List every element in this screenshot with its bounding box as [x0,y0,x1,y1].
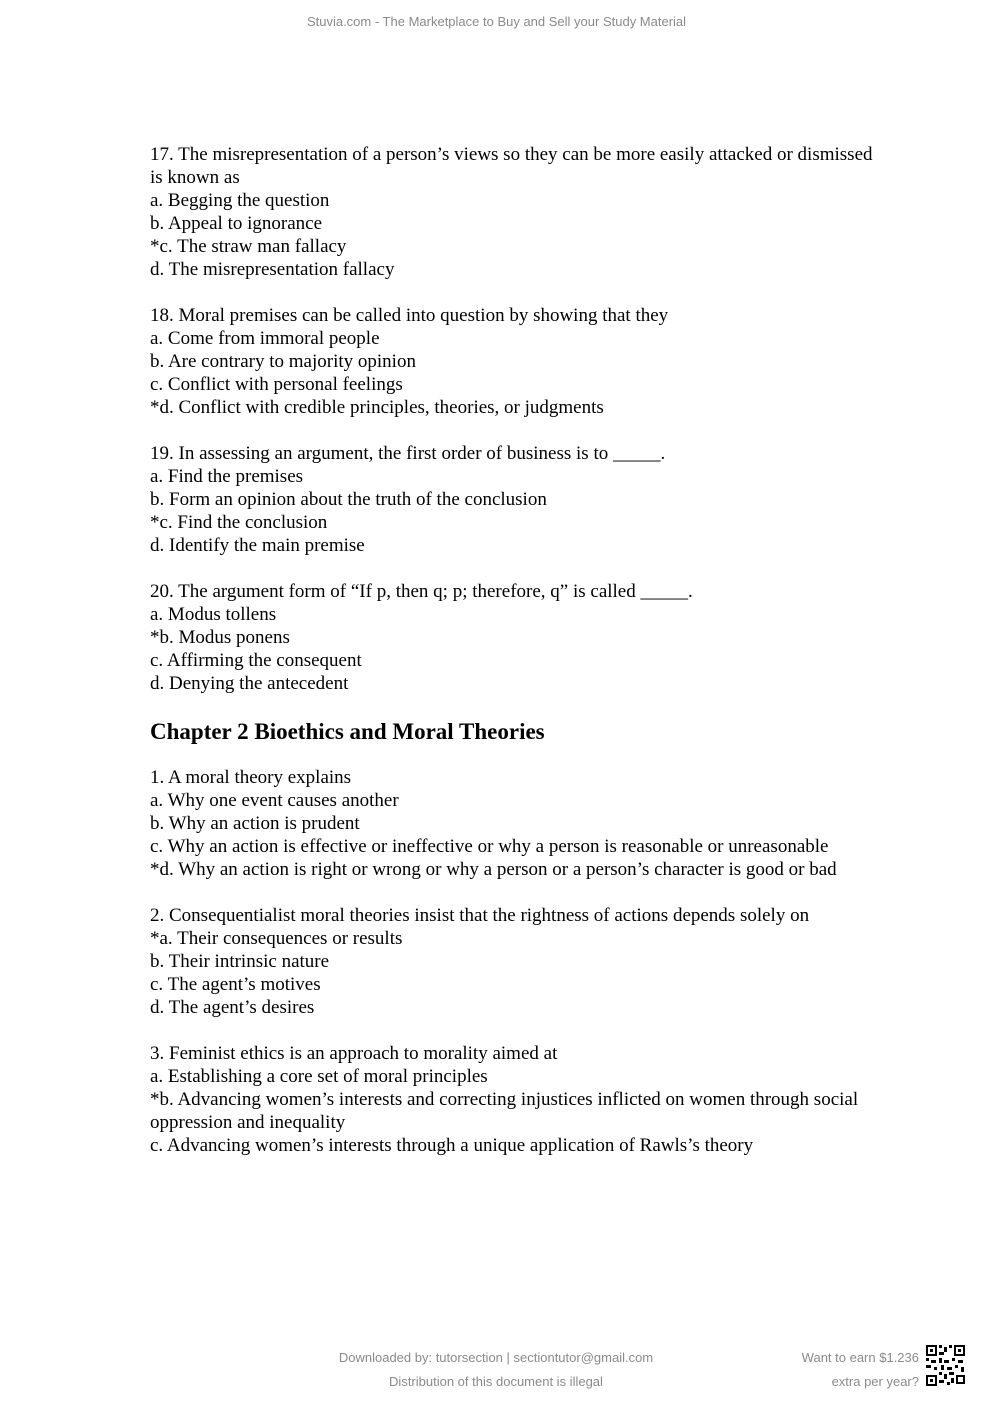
answer-option: b. Are contrary to majority opinion [150,351,416,372]
chapter-heading: Chapter 2 Bioethics and Moral Theories [150,719,545,744]
answer-option: b. Why an action is prudent [150,813,360,834]
answer-option: c. Why an action is effective or ineffective or why a person is reasonable or unreasonable [150,836,829,857]
footer-download-info [296,1346,696,1394]
answer-option: a. Establishing a core set of moral principles [150,1066,488,1087]
answer-option: c. Affirming the consequent [150,650,362,671]
document-body [150,143,880,1180]
question-stem: 2. Consequentialist moral theories insist that the rightness of actions depends solely on [150,905,810,926]
top-banner[interactable]: Stuvia.com - The Marketplace to Buy and Sell your Study Material [306,14,687,29]
answer-option-correct: *b. Modus ponens [150,627,290,648]
answer-option: d. The misrepresentation fallacy [150,259,395,280]
answer-option: a. Come from immoral people [150,328,380,349]
answer-option-correct: *c. The straw man fallacy [150,236,347,257]
answer-option-correct: *c. Find the conclusion [150,512,328,533]
question-stem: 3. Feminist ethics is an approach to morality aimed at [150,1043,558,1064]
answer-option: d. The agent’s desires [150,997,315,1018]
earn-promo-line1: Want to earn $1.236 [801,1350,919,1365]
chapter2-question-2 [150,904,880,1019]
question-stem: 1. A moral theory explains [150,767,352,788]
question-stem: 18. Moral premises can be called into question by showing that they [150,305,669,326]
answer-option: a. Find the premises [150,466,304,487]
answer-option: b. Appeal to ignorance [150,213,323,234]
answer-option: c. Advancing women’s interests through a unique application of Rawls’s theory [150,1135,754,1156]
answer-option-correct: *b. Advancing women’s interests and correcting injustices inflicted on women through social oppression and inequality [150,1089,859,1133]
answer-option: d. Identify the main premise [150,535,365,556]
question-stem: 17. The misrepresentation of a person’s views so they can be more easily attacked or dismissed is known as [150,144,873,188]
distribution-notice: Distribution of this document is illegal [389,1374,603,1389]
question-19 [150,442,880,557]
qr-code-icon[interactable] [925,1344,966,1387]
question-stem: 19. In assessing an argument, the first order of business is to _____. [150,443,666,464]
question-18 [150,304,880,419]
answer-option: b. Form an opinion about the truth of the conclusion [150,489,547,510]
answer-option: a. Why one event causes another [150,790,399,811]
chapter2-question-3 [150,1042,880,1157]
answer-option: a. Modus tollens [150,604,277,625]
answer-option: b. Their intrinsic nature [150,951,330,972]
question-20 [150,580,880,695]
question-stem: 20. The argument form of “If p, then q; p; therefore, q” is called _____. [150,581,693,602]
downloaded-by-text: Downloaded by: tutorsection | sectiontutor@gmail.com [338,1350,654,1365]
answer-option-correct: *d. Conflict with credible principles, theories, or judgments [150,397,604,418]
answer-option-correct: *d. Why an action is right or wrong or why a person or a person’s character is good or bad [150,859,837,880]
chapter2-question-1 [150,766,880,881]
answer-option: a. Begging the question [150,190,330,211]
answer-option-correct: *a. Their consequences or results [150,928,403,949]
earn-promo[interactable] [802,1346,919,1394]
question-17 [150,143,880,281]
earn-promo-line2: extra per year? [831,1374,919,1389]
answer-option: d. Denying the antecedent [150,673,349,694]
answer-option: c. The agent’s motives [150,974,321,995]
answer-option: c. Conflict with personal feelings [150,374,403,395]
